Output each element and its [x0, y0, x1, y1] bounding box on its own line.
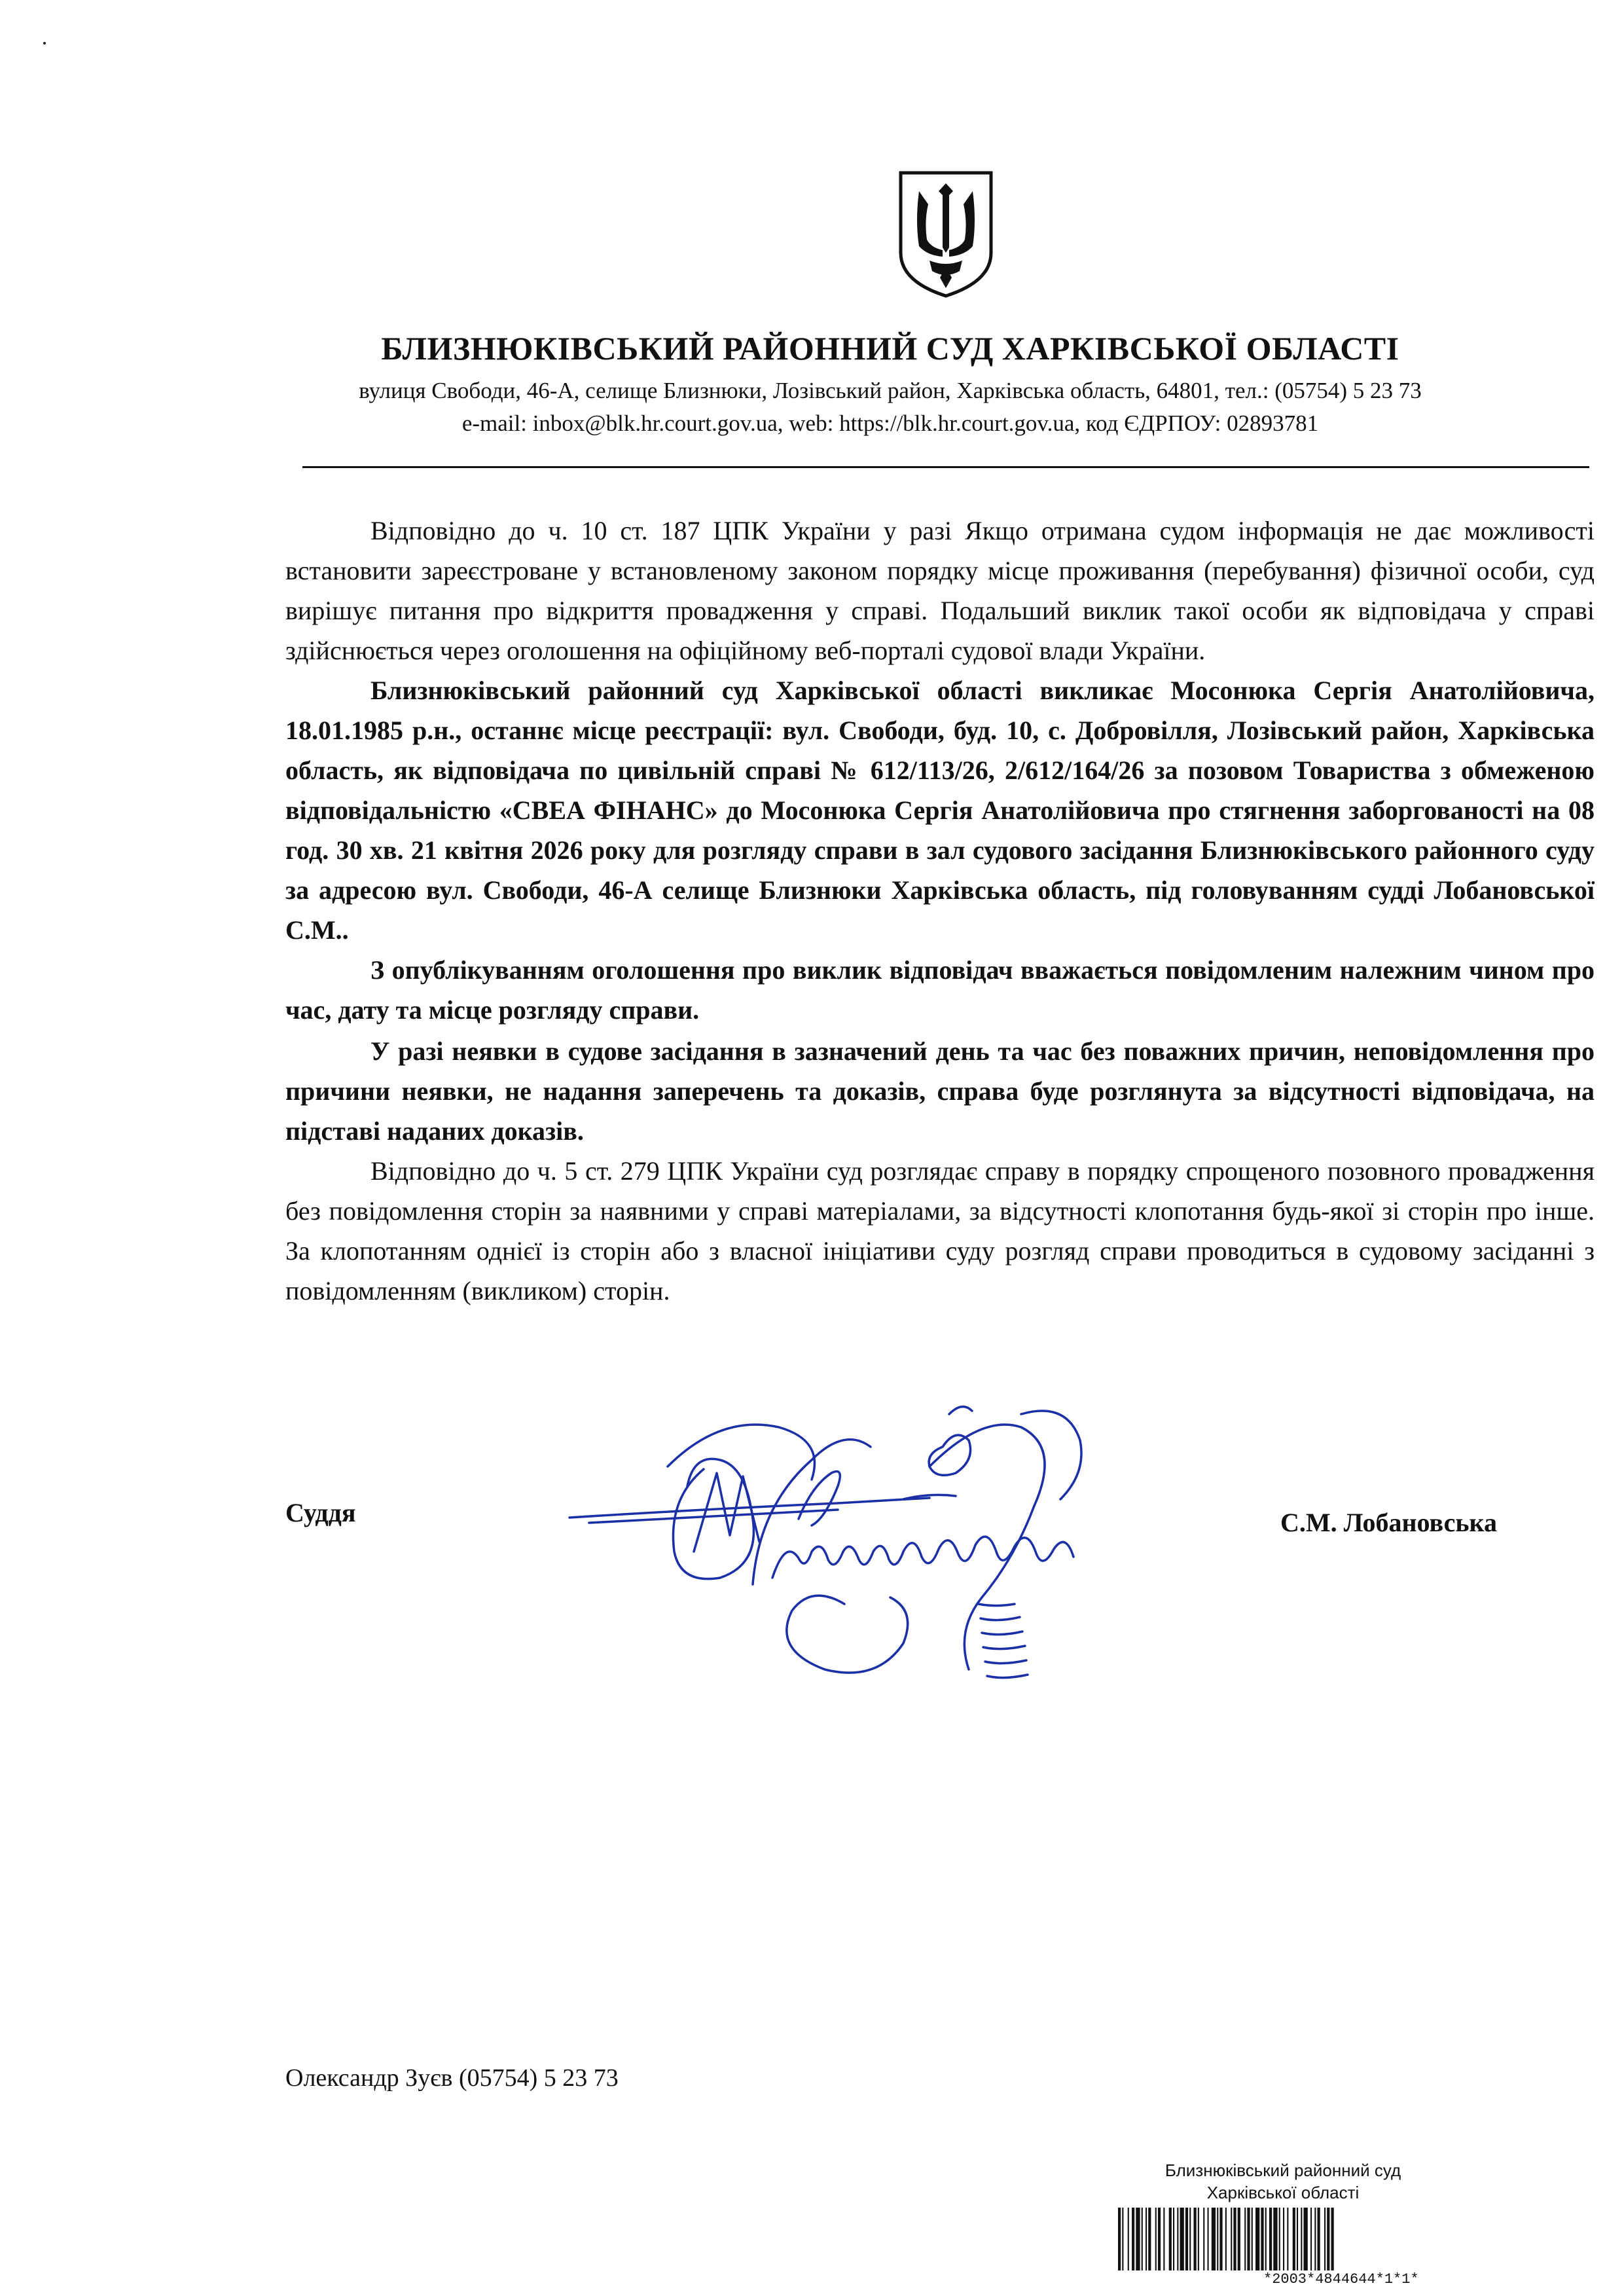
registration-stamp: [1113, 2160, 1453, 2291]
scan-dot: [43, 42, 46, 45]
paragraph-summons: Близнюківський районний суд Харківської області викликає Мосонюка Сергія Анатолійовича, 18.01.1985 р.н., останнє місце реєстрації: вул. Свободи, буд. 10, с. Добровілля, Лозівський район, Харківська область, як відповідача по цивільній справі № 612/113/26, 2/612/164/26 за позовом Товариства з обмеженою відповідальністю «СВЕА ФІНАНС» до Мосонюка Сергія Анатолійовича про стягнення заборгованості на 08 год. 30 хв. 21 квітня 2026 року для розгляду справи в зал судового засідання Близнюківського районного суду за адресою вул. Свободи, 46-А селище Близнюки Харківська область, під головуванням судді Лобановської С.М..: [285, 676, 1595, 945]
court-contacts: e-mail: inbox@blk.hr.court.gov.ua, web: https://blk.hr.court.gov.ua, код ЄДРПОУ: 02893781: [461, 410, 1319, 436]
court-name-heading: БЛИЗНЮКІВСЬКИЙ РАЙОННИЙ СУД ХАРКІВСЬКОЇ ОБЛАСТІ: [381, 330, 1399, 367]
barcode: [1113, 2208, 1453, 2280]
header-divider: [302, 466, 1589, 468]
handwritten-signature: [563, 1388, 1152, 1715]
contact-person: Олександр Зуєв (05754) 5 23 73: [285, 2064, 619, 2092]
judge-name: С.М. Лобановська: [1280, 1508, 1497, 1537]
stamp-region: Харківської області: [1206, 2183, 1360, 2202]
paragraph-non-appearance: У разі неявки в судове засідання в зазначений день та час без поважних причин, неповідомлення про причини неявки, не надання заперечень та доказів, справа буде розглянута за відсутності відповідача, на підставі наданих доказів.: [285, 1036, 1595, 1146]
paragraph-notification: З опублікуванням оголошення про виклик відповідач вважається повідомленим належним чином про час, дату та місце розгляду справи.: [285, 955, 1595, 1025]
paragraph-legal-basis: Відповідно до ч. 10 ст. 187 ЦПК України у разі Якщо отримана судом інформація не дає можливості встановити зареєстроване у встановленому законом порядку місце проживання (перебування) фізичної особи, суд вирішує питання про відкриття провадження у справі. Подальший виклик такої особи як відповідача у справі здійснюється через оголошення на офіційному веб-порталі судової влади України.: [285, 516, 1595, 665]
trident-coat-of-arms-icon: [897, 169, 995, 300]
barcode-number: *2003*4844644*1*1*: [1263, 2272, 1453, 2287]
judge-title: Суддя: [285, 1498, 356, 1527]
letter-body: [285, 511, 1595, 1311]
stamp-court-name: Близнюківський районний суд: [1164, 2160, 1401, 2180]
paragraph-simplified-procedure: Відповідно до ч. 5 ст. 279 ЦПК України суд розглядає справу в порядку спрощеного позовного провадження без повідомлення сторін за наявними у справі матеріалами, за відсутності клопотання будь-якої зі сторін про інше. За клопотанням однієї із сторін або з власної ініціативи суду розгляд справи проводиться в судовому засіданні з повідомленням (викликом) сторін.: [285, 1156, 1595, 1305]
court-address: вулиця Свободи, 46-А, селище Близнюки, Лозівський район, Харківська область, 64801, тел.: (05754) 5 23 73: [359, 378, 1422, 403]
